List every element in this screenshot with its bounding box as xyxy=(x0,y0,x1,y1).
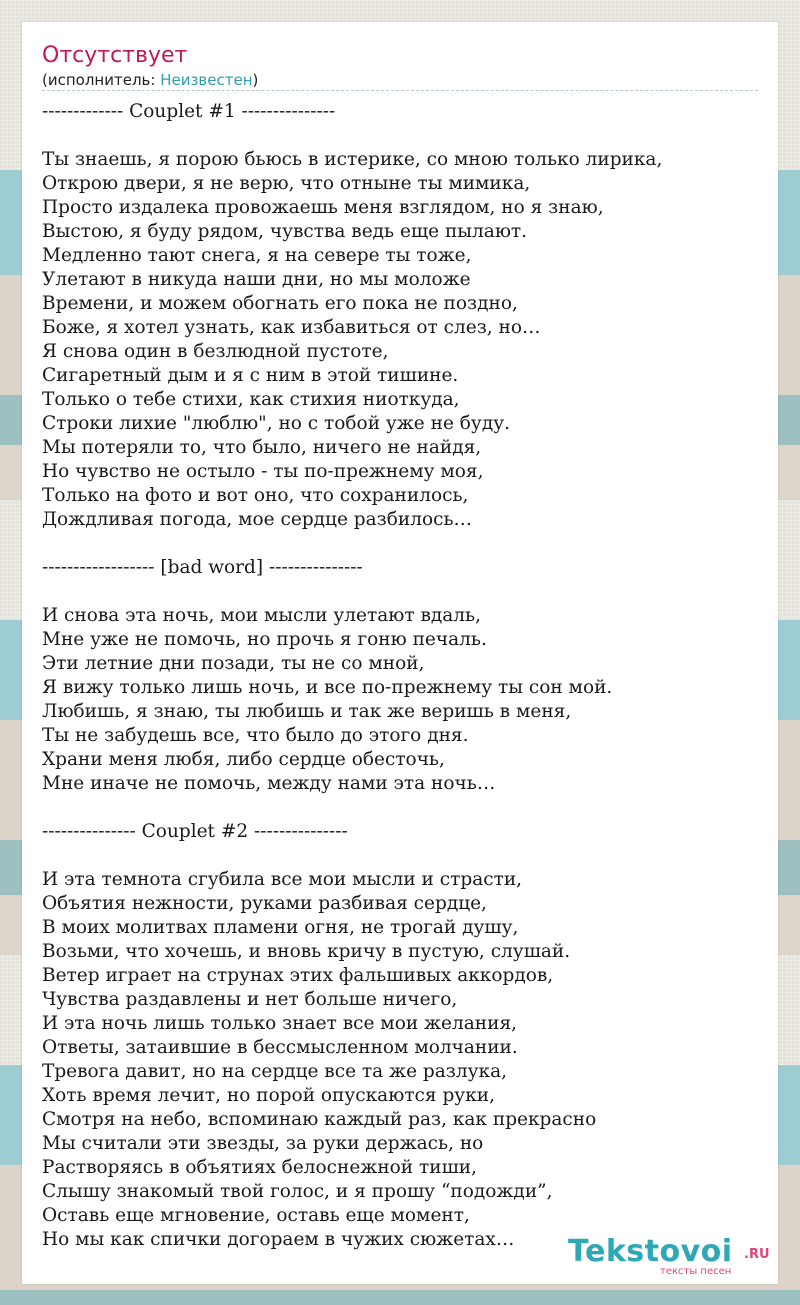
lyrics-text xyxy=(42,100,758,1252)
lyric-line: Объятия нежности, руками разбивая сердце, xyxy=(42,893,487,914)
site-logo[interactable] xyxy=(568,1234,778,1278)
lyrics-card xyxy=(22,22,778,1284)
lyric-line: Эти летние дни позади, ты не со мной, xyxy=(42,653,425,674)
lyric-line: Растворяясь в объятиях белоснежной тиши, xyxy=(42,1157,477,1178)
lyric-line: Хоть время лечит, но порой опускаются руки, xyxy=(42,1085,495,1106)
lyric-line: ------------- Couplet #1 --------------- xyxy=(42,101,336,122)
lyric-line: --------------- Couplet #2 --------------- xyxy=(42,821,348,842)
lyric-line: Мы потеряли то, что было, ничего не найдя, xyxy=(42,437,482,458)
lyric-line: Медленно тают снега, я на севере ты тоже, xyxy=(42,245,472,266)
lyric-line: И эта ночь лишь только знает все мои желания, xyxy=(42,1013,518,1034)
lyric-line: Возьми, что хочешь, и вновь кричу в пустую, слушай. xyxy=(42,941,571,962)
lyric-line: Ветер играет на струнах этих фальшивых аккордов, xyxy=(42,965,554,986)
lyric-line: Я вижу только лишь ночь, и все по-прежнему ты сон мой. xyxy=(42,677,613,698)
lyric-line: Я снова один в безлюдной пустоте, xyxy=(42,341,389,362)
artist-prefix: (исполнитель: xyxy=(42,71,161,89)
lyric-line: Любишь, я знаю, ты любишь и так же веришь в меня, xyxy=(42,701,572,722)
lyric-line: Ты не забудешь все, что было до этого дня. xyxy=(42,725,469,746)
lyric-line: Времени, и можем обогнать его пока не поздно, xyxy=(42,293,518,314)
lyric-line: Слышу знакомый твой голос, и я прошу “подожди”, xyxy=(42,1181,553,1202)
lyric-blank-line xyxy=(42,124,758,148)
lyric-line: Улетают в никуда наши дни, но мы моложе xyxy=(42,269,471,290)
lyric-line: Оставь еще мгновение, оставь еще момент, xyxy=(42,1205,470,1226)
lyric-line: Ты знаешь, я порою бьюсь в истерике, со мною только лирика, xyxy=(42,149,663,170)
lyric-line: Но чувство не остыло - ты по-прежнему моя, xyxy=(42,461,484,482)
lyric-line: Храни меня любя, либо сердце обесточь, xyxy=(42,749,445,770)
lyric-line: И снова эта ночь, мои мысли улетают вдаль, xyxy=(42,605,481,626)
lyric-line: В моих молитвах пламени огня, не трогай душу, xyxy=(42,917,519,938)
lyric-blank-line xyxy=(42,796,758,820)
artist-link[interactable]: Неизвестен xyxy=(160,71,253,89)
lyric-line: ------------------ [bad word] --------------- xyxy=(42,557,363,578)
lyric-line: Мы считали эти звезды, за руки держась, но xyxy=(42,1133,484,1154)
lyric-line: Мне иначе не помочь, между нами эта ночь… xyxy=(42,773,496,794)
lyric-line: Боже, я хотел узнать, как избавиться от слез, но… xyxy=(42,317,541,338)
lyric-line: Дождливая погода, мое сердце разбилось… xyxy=(42,509,473,530)
lyric-blank-line xyxy=(42,532,758,556)
artist-line xyxy=(42,70,258,90)
lyric-line: Ответы, затаившие в бессмысленном молчании. xyxy=(42,1037,518,1058)
lyric-line: Но мы как спички догораем в чужих сюжетах… xyxy=(42,1229,515,1250)
lyric-line: Только о тебе стихи, как стихия ниоткуда, xyxy=(42,389,460,410)
lyric-line: Открою двери, я не верю, что отныне ты мимика, xyxy=(42,173,531,194)
lyric-blank-line xyxy=(42,844,758,868)
lyric-line: Смотря на небо, вспоминаю каждый раз, как прекрасно xyxy=(42,1109,597,1130)
song-title: Отсутствует xyxy=(42,43,188,68)
lyric-line: Сигаретный дым и я с ним в этой тишине. xyxy=(42,365,459,386)
lyric-line: Строки лихие "люблю", но с тобой уже не буду. xyxy=(42,413,510,434)
lyric-blank-line xyxy=(42,580,758,604)
logo-text: Tekstovoi xyxy=(568,1234,733,1269)
lyric-line: Только на фото и вот оно, что сохранилось, xyxy=(42,485,469,506)
lyric-line: Тревога давит, но на сердце все та же разлука, xyxy=(42,1061,507,1082)
lyric-line: Мне уже не помочь, но прочь я гоню печаль. xyxy=(42,629,487,650)
lyric-line: И эта темнота сгубила все мои мысли и страсти, xyxy=(42,869,523,890)
lyric-line: Выстою, я буду рядом, чувства ведь еще пылают. xyxy=(42,221,528,242)
logo-tagline: тексты песен xyxy=(660,1266,732,1277)
lyric-line: Чувства раздавлены и нет больше ничего, xyxy=(42,989,458,1010)
background-stripe-teal xyxy=(0,1290,800,1305)
artist-suffix: ) xyxy=(252,71,259,89)
lyric-line: Просто издалека провожаешь меня взглядом, но я знаю, xyxy=(42,197,604,218)
header-divider xyxy=(42,90,758,91)
logo-domain: .RU xyxy=(744,1247,770,1262)
